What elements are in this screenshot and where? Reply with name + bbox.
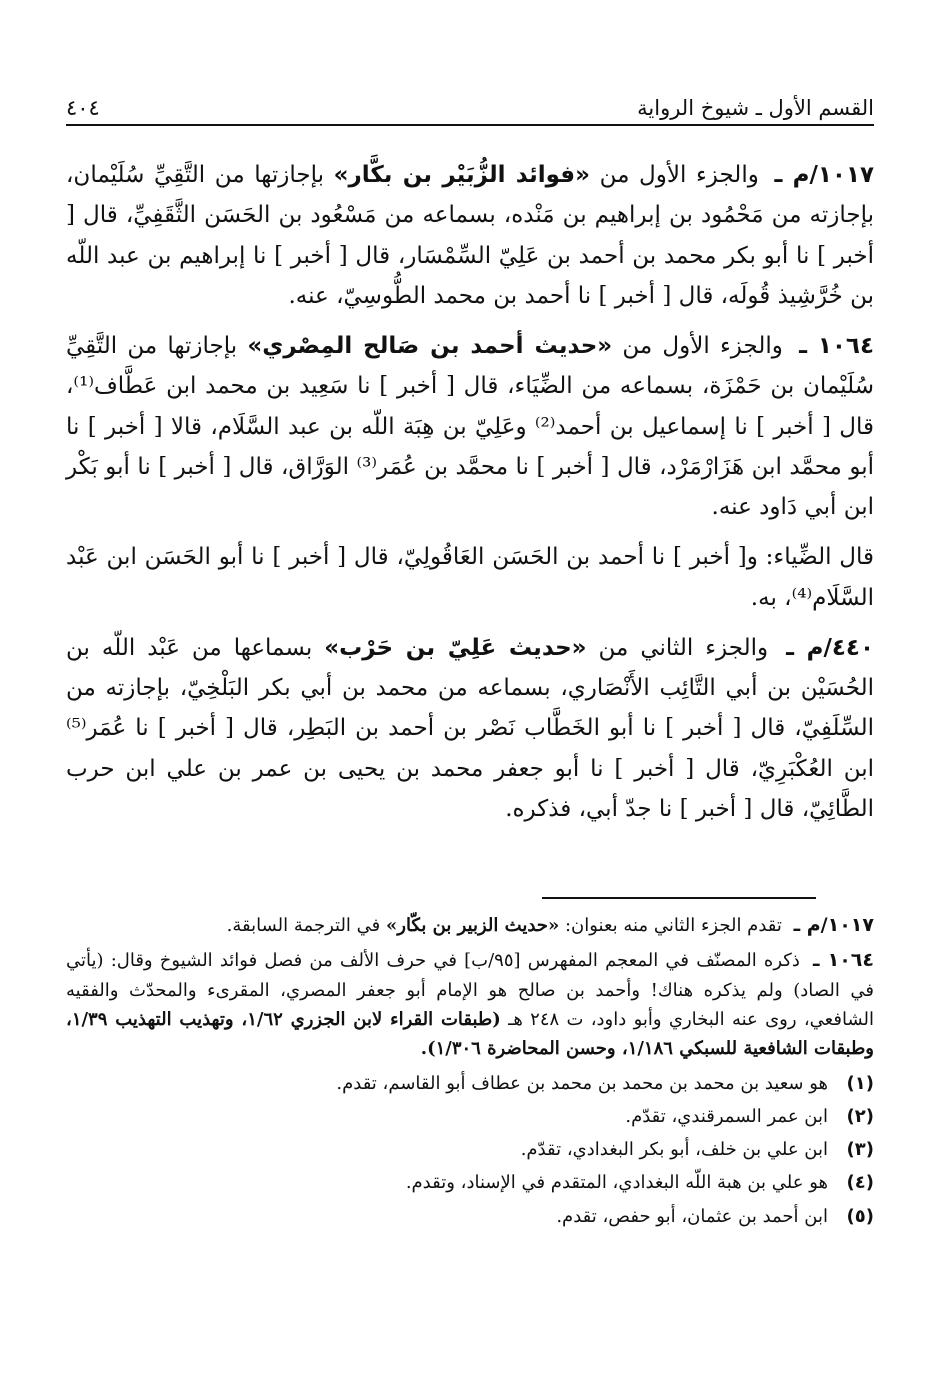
note-number: ١٠١٧/م ـ: [793, 914, 874, 936]
footnote-item: [66, 1135, 874, 1164]
note-1064: [66, 945, 874, 1063]
entry-number: ٤٤٠/م ـ: [786, 634, 874, 661]
footnote-separator: [542, 897, 816, 899]
footnote-text: ابن أحمد بن عثمان، أبو حفص، تقدم.: [556, 1205, 828, 1227]
entry-title: «حديث عَلِيّ بن حَرْب»: [324, 634, 587, 661]
entry-440m: [66, 628, 874, 829]
entry-text: قال الضِّياء: و[ أخبر ] نا أحمد بن الحَسَن العَاقُولِيّ، قال [ أخبر ] نا أبو الحَسَن ابن عَبْد السَّلَام⁽⁴⁾، به.: [66, 544, 874, 611]
note-title: «حديث الزبير بن بكّار»: [386, 915, 560, 936]
footnote-number: (٣): [846, 1139, 874, 1161]
page-header: [66, 84, 874, 126]
footnotes-section: [66, 910, 874, 1235]
running-title: القسم الأول ـ شيوخ الرواية: [637, 96, 874, 120]
entry-lead: والجزء الثاني من: [598, 634, 769, 661]
note-text-after: في الترجمة السابقة.: [226, 915, 381, 936]
entry-title: «حديث أحمد بن صَالح المِصْري»: [247, 333, 613, 359]
note-title: (طبقات القراء لابن الجزري ١/٦٢، وتهذيب التهذيب ١/٣٩، وطبقات الشافعية للسبكي ١/١٨٦، وحسن المحاضرة ١/٣٠٦).: [66, 1008, 874, 1059]
entry-number: ١٠١٧/م ـ: [774, 162, 875, 188]
entry-text: بإجازتها من التَّقِيِّ سُلَيْمان بن حَمْزَة، بسماعه من الضِّيَاء، قال [ أخبر ] نا سَعِيد بن محمد ابن عَطَّاف⁽¹⁾، قال [ أخبر ] نا إسماعيل بن أحمد⁽²⁾ وعَلِيّ بن هِبَة اللّه بن عبد السَّلَام، قالا [ أخبر ] نا أبو محمَّد ابن هَزَارْمَرْد، قال [ أخبر ] نا محمَّد بن عُمَر⁽³⁾ الوَرَّاق، قال [ أخبر ] نا أبو بَكْر ابن أبي دَاود عنه.: [66, 333, 874, 520]
entry-text: بإجازتها من التَّقِيِّ سُلَيْمان، بإجازته من مَحْمُود بن إبراهيم بن مَنْده، بسماعه من مَسْعُود بن الحَسَن الثَّقَفِيِّ، قال [ أخبر ] نا أبو بكر محمد بن أحمد بن عَلِيّ السِّمْسَار، قال [ أخبر ] نا إبراهيم بن عبد اللّه بن خُرَّشِيذ قُولَه، قال [ أخبر ] نا أحمد بن محمد الطُّوسِيّ، عنه.: [66, 162, 874, 309]
entry-number: ١٠٦٤ ـ: [799, 333, 874, 359]
footnote-text: هو علي بن هبة اللّه البغدادي، المتقدم في الإسناد، وتقدم.: [405, 1172, 828, 1194]
entry-lead: والجزء الأول من: [599, 162, 759, 188]
entry-title: «فوائد الزُّبَيْر بن بكَّار»: [333, 162, 590, 188]
footnote-number: (٢): [846, 1106, 874, 1128]
footnote-text: هو سعيد بن محمد بن محمد بن محمد بن عطاف أبو القاسم، تقدم.: [336, 1073, 828, 1094]
footnote-number: (٥): [846, 1205, 874, 1227]
footnote-item: [66, 1202, 874, 1231]
footnote-list: [66, 1069, 874, 1231]
entry-dhiya-note: [66, 537, 874, 618]
footnote-number: (٤): [846, 1172, 874, 1194]
note-1017m: [66, 910, 874, 941]
footnote-text: ابن عمر السمرقندي، تقدّم.: [625, 1106, 828, 1128]
footnote-number: (١): [846, 1073, 874, 1094]
page-number: ٤٠٤: [66, 96, 100, 120]
note-number: ١٠٦٤ ـ: [813, 948, 874, 971]
entry-1064: [66, 326, 874, 527]
footnote-item: [66, 1102, 874, 1131]
footnote-text: ابن علي بن خلف، أبو بكر البغدادي، تقدّم.: [520, 1139, 828, 1161]
footnote-item: [66, 1069, 874, 1098]
footnote-item: [66, 1168, 874, 1197]
note-text-before: تقدم الجزء الثاني منه بعنوان:: [564, 915, 782, 936]
note-text-before: ذكره المصنّف في المعجم المفهرس [٩٥/ب] في حرف الألف من فصل فوائد الشيوخ وقال: (يأتي في الصاد) ولم يذكره هناك! وأحمد بن صالح هو الإمام أبو جعفر المصري، المقرىء والمحدّث والفقيه الشافعي، روى عنه البخاري وأبو داود، ت ٢٤٨ هـ: [66, 949, 874, 1030]
entry-lead: والجزء الأول من: [622, 333, 783, 359]
entry-text: بسماعها من عَبْد اللّه بن الحُسَيْن بن أبي التَّائِب الأَنْصَاري، بسماعه من محمد بن أبي بكر البَلْخِيّ، بإجازته من السِّلَفِيّ، قال [ أخبر ] نا أبو الخَطَّاب نَصْر بن أحمد بن البَطِر، قال [ أخبر ] نا عُمَر⁽⁵⁾ ابن العُكْبَرِيّ، قال [ أخبر ] نا أبو جعفر محمد بن يحيى بن عمر بن علي ابن حرب الطَّائِيّ، قال [ أخبر ] نا جدّ أبي، فذكره.: [66, 634, 874, 822]
main-text: [66, 155, 874, 839]
entry-1017m: [66, 155, 874, 316]
